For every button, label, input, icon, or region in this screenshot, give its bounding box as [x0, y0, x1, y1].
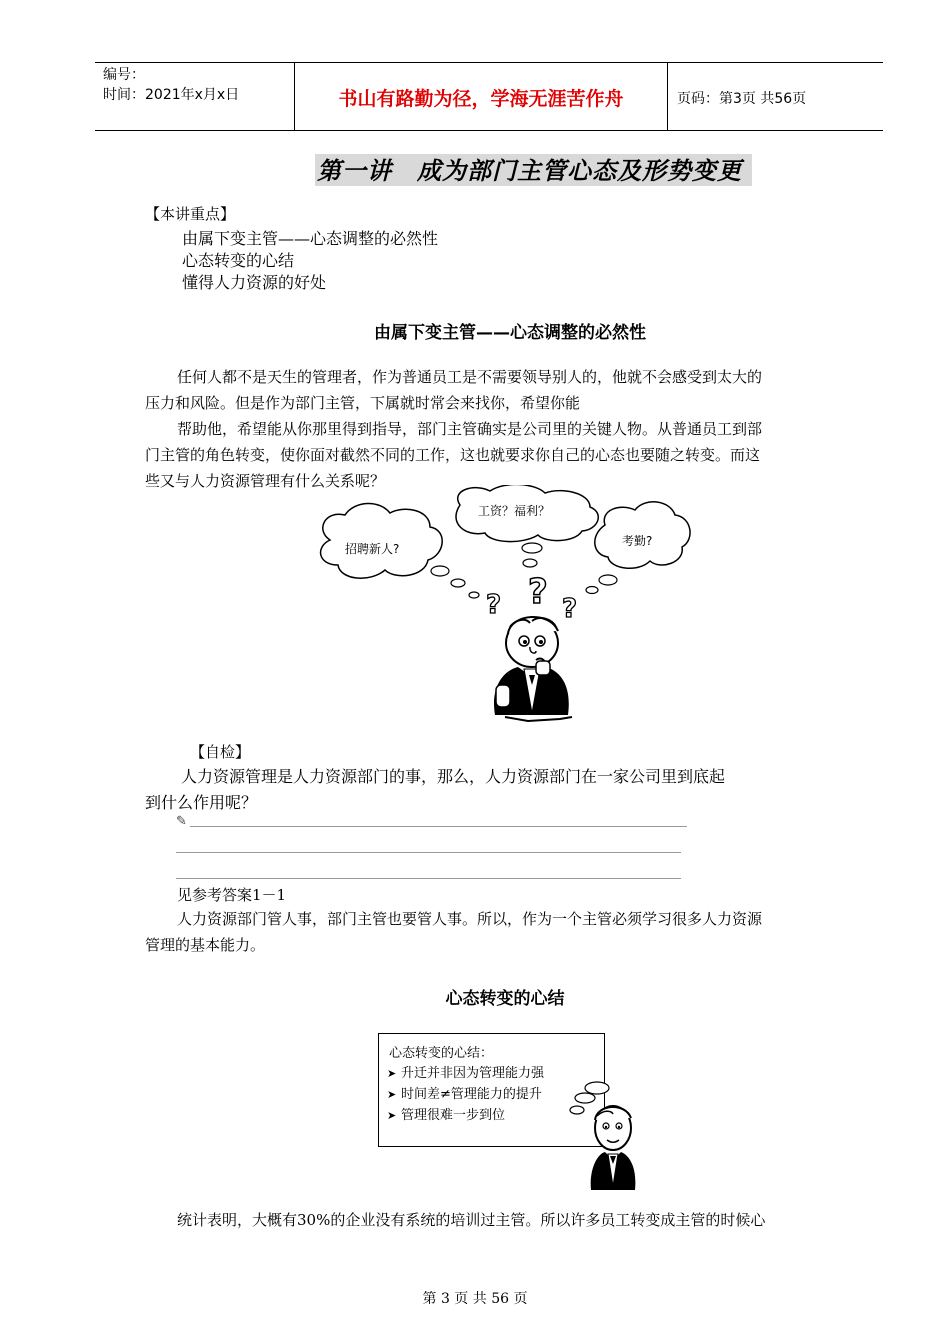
section2-paragraph-line-1: 统计表明，大概有30%的企业没有系统的培训过主管。所以许多员工转变成主管的时候心	[177, 1211, 766, 1229]
thinking-man-icon	[494, 617, 572, 721]
selfcheck-heading: 【自检】	[190, 743, 251, 761]
knot-box-item-2	[387, 1083, 542, 1102]
knot-box-item-1	[387, 1062, 544, 1081]
arrow-bullet-icon: ➤	[387, 1067, 397, 1080]
section2-heading: 心态转变的心结	[445, 989, 565, 1009]
selfcheck-question-line-2: 到什么作用呢？	[145, 793, 258, 812]
answer-paragraph-line-2: 管理的基本能力。	[145, 936, 266, 954]
bubble-left-text: 招聘新人?	[345, 542, 400, 556]
section1-paragraph-1	[145, 364, 835, 416]
header-time: 时间：2021年x月x日	[103, 87, 240, 103]
section1-heading: 由属下变主管——心态调整的必然性	[374, 323, 646, 343]
bubble-center-text: 工资？福利？	[478, 504, 551, 518]
lecture-title: 第一讲 成为部门主管心态及形势变更	[315, 154, 752, 186]
header-divider-left	[294, 62, 295, 130]
focus-item-3: 懂得人力资源的好处	[182, 273, 327, 292]
focus-item-2: 心态转变的心结	[182, 251, 295, 270]
selfcheck-question-line-1: 人力资源管理是人力资源部门的事，那么，人力资源部门在一家公司里到底起	[181, 767, 726, 786]
knot-box-item-3	[387, 1104, 505, 1123]
answer-reference: 见参考答案1－1	[177, 886, 287, 904]
knot-box-item-3-text: 管理很难一步到位	[401, 1108, 506, 1123]
answer-line-3[interactable]	[176, 878, 681, 879]
header-bottom-rule	[95, 130, 883, 131]
knot-box-item-2-text: 时间差≠管理能力的提升	[401, 1087, 542, 1102]
arrow-bullet-icon: ➤	[387, 1088, 397, 1101]
question-mark-icon: ?	[528, 572, 548, 612]
section1-paragraph-2	[145, 416, 835, 494]
answer-paragraph	[145, 906, 835, 958]
knot-box-title: 心态转变的心结：	[389, 1046, 494, 1061]
header-motto: 书山有路勤为径，学海无涯苦作舟	[338, 88, 624, 110]
para1-line-1: 任何人都不是天生的管理者，作为普通员工是不需要领导别人的，他就不会感受到太大的	[177, 368, 763, 386]
worried-man-illustration	[555, 1080, 655, 1192]
thinking-manager-illustration	[300, 485, 700, 725]
para1-line-2: 压力和风险。但是作为部门主管，下属就时常会来找你，希望你能	[145, 394, 581, 412]
answer-paragraph-line-1: 人力资源部门管人事，部门主管也要管人事。所以，作为一个主管必须学习很多人力资源	[177, 910, 763, 928]
para2-line-3: 些又与人力资源管理有什么关系呢？	[145, 472, 386, 490]
header-top-rule	[95, 62, 883, 63]
worried-man-icon	[591, 1106, 636, 1190]
knot-box-item-1-text: 升迁并非因为管理能力强	[401, 1066, 545, 1081]
arrow-bullet-icon: ➤	[387, 1109, 397, 1122]
focus-heading: 【本讲重点】	[145, 205, 236, 223]
question-mark-icon: ?	[562, 594, 578, 624]
answer-line-1[interactable]	[190, 826, 687, 827]
bubble-right-text: 考勤?	[622, 534, 653, 548]
answer-line-2[interactable]	[176, 852, 681, 853]
pencil-icon: ✎	[176, 814, 187, 829]
selfcheck-question	[145, 764, 845, 816]
page-footer: 第 3 页 共 56 页	[422, 1291, 528, 1307]
cloud-left-icon	[321, 503, 443, 578]
focus-item-1: 由属下变主管——心态调整的必然性	[182, 229, 439, 248]
question-mark-icon: ?	[486, 590, 502, 620]
header-page-info: 页码：第3页 共56页	[677, 91, 807, 107]
header-number-label: 编号：	[103, 67, 145, 83]
para2-line-2: 门主管的角色转变，使你面对截然不同的工作，这也就要求你自己的心态也要随之转变。而这	[145, 446, 761, 464]
header-divider-right	[667, 62, 668, 130]
para2-line-1: 帮助他，希望能从你那里得到指导，部门主管确实是公司里的关键人物。从普通员工到部	[177, 420, 763, 438]
section2-paragraph	[145, 1207, 835, 1233]
